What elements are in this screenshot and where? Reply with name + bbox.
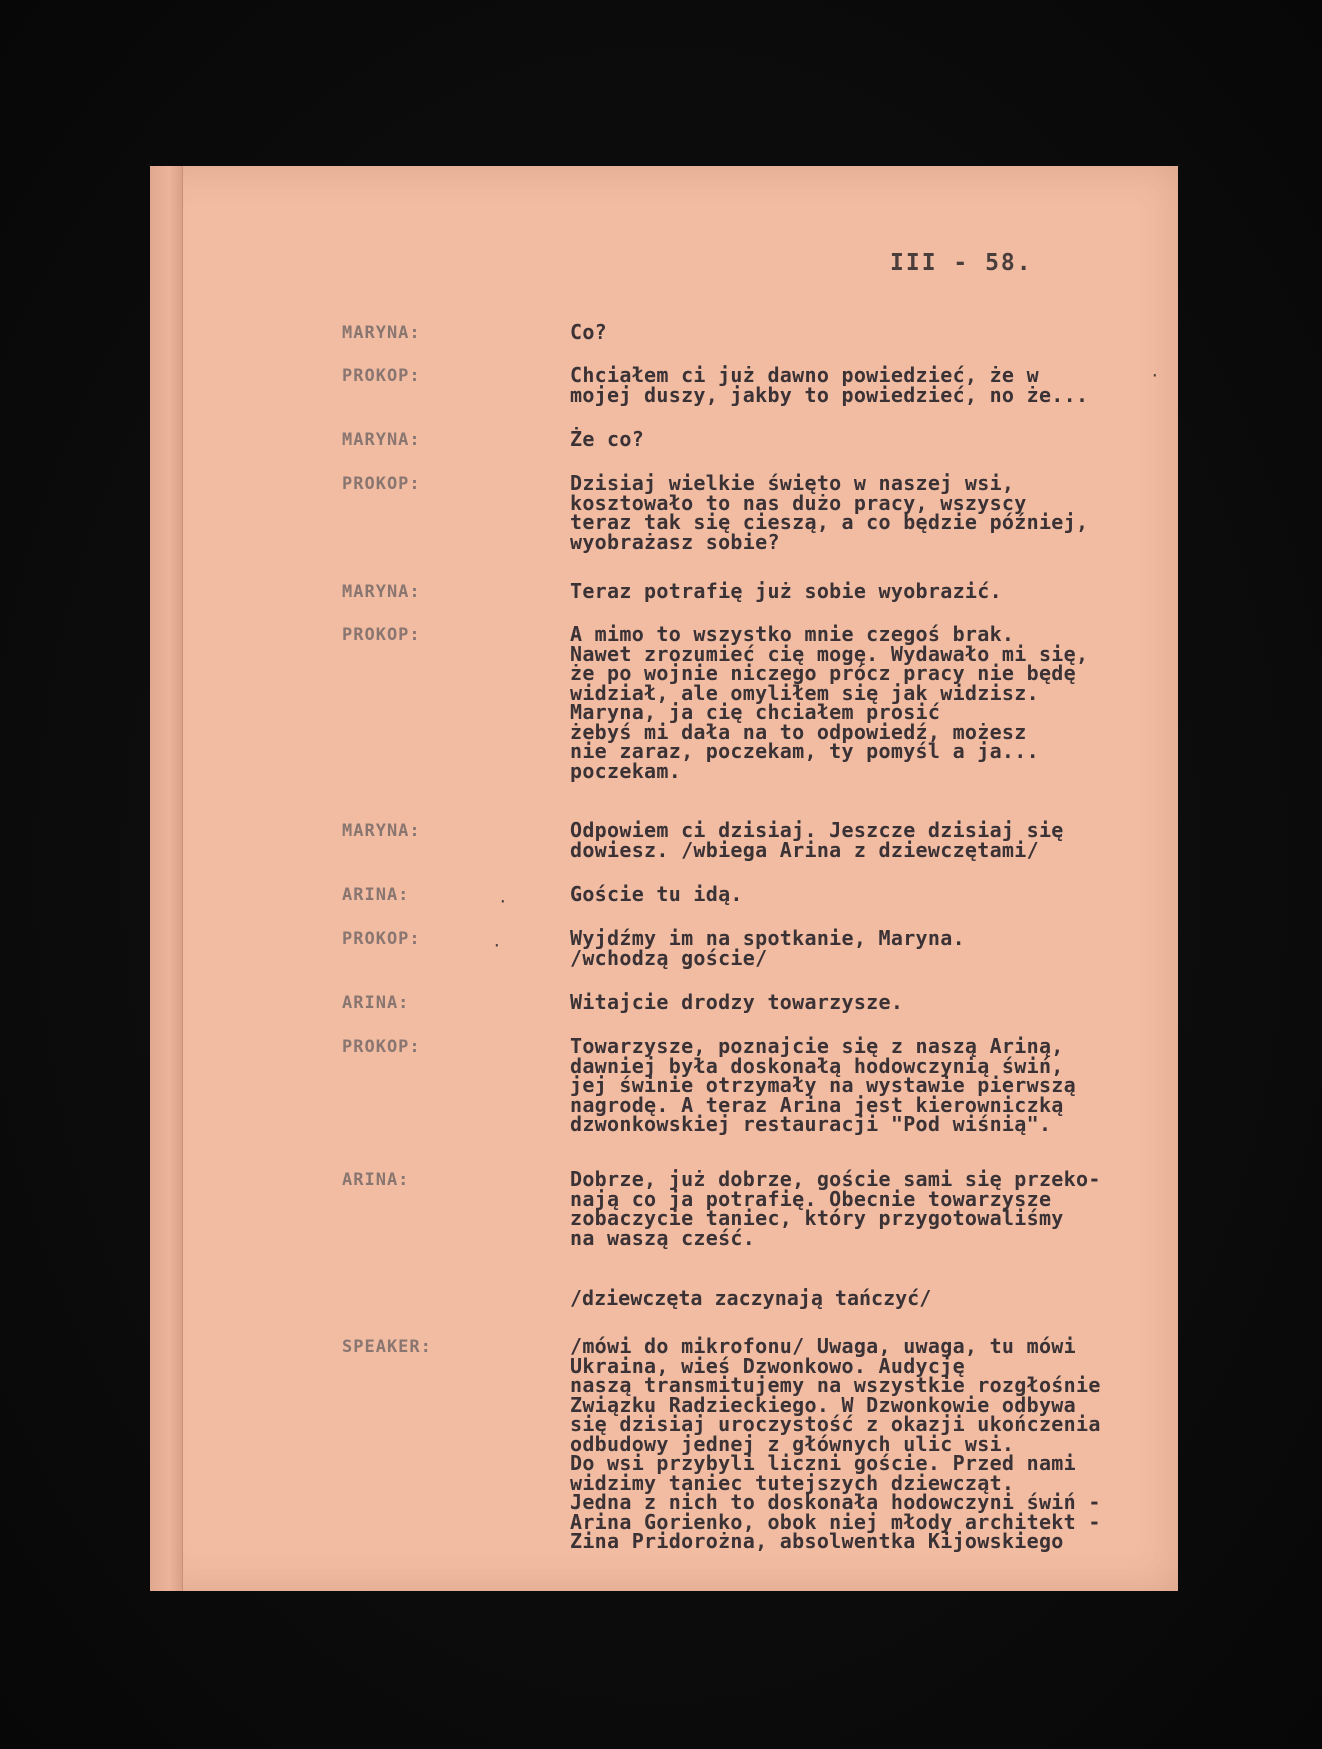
dialogue-text: Co? (570, 320, 608, 344)
speaker-label: ARINA: (342, 993, 410, 1013)
dialogue-text: /mówi do mikrofonu/ Uwaga, uwaga, tu mówi Ukraina, wieś Dzwonkowo. Audycję naszą transmitujemy na wszystkie rozgłośnie Związku Radzieckiego. W Dzwonkowie odbywa się dzisiaj uroczystość z okazji ukończenia odbudowy jednej z głównych ulic wsi. Do wsi przybyli liczni goście. Przed nami widzimy taniec tutejszych dziewcząt. Jedna z nich to doskonała hodowczyni świń - Arina Gorienko, obok niej młody architekt - Zina Pridorożna, absolwentka Kijowskiego (570, 1334, 1101, 1553)
speaker-label: MARYNA: (342, 582, 421, 602)
dialogue-text: Goście tu idą. (570, 882, 743, 906)
speaker-label: PROKOP: (342, 366, 421, 386)
dialogue-text: Witajcie drodzy towarzysze. (570, 990, 904, 1014)
speaker-label: PROKOP: (342, 625, 421, 645)
speaker-label: MARYNA: (342, 430, 421, 450)
dialogue-text: Dzisiaj wielkie święto w naszej wsi, kosztowało to nas dużo pracy, wszyscy teraz tak się cieszą, a co będzie później, wyobrażasz sobie? (570, 471, 1089, 554)
dialogue-text: A mimo to wszystko mnie czegoś brak. Nawet zrozumieć cię mogę. Wydawało mi się, że po wojnie niczego prócz pracy nie będę widział, ale omyliłem się jak widzisz. Maryna, ja cię chciałem prosić żebyś mi dała na to odpowiedź, możesz nie zaraz, poczekam, ty pomyśl a ja... poczekam. (570, 622, 1089, 783)
dialogue-text: Że co? (570, 427, 645, 451)
speaker-label: ARINA: (342, 1170, 410, 1190)
dialogue-text: Teraz potrafię już sobie wyobrazić. (570, 579, 1002, 603)
paper-speck: · (1150, 366, 1160, 385)
speaker-label: MARYNA: (342, 323, 421, 343)
stage-direction: /dziewczęta zaczynają tańczyć/ (570, 1286, 932, 1310)
dialogue-text: Wyjdźmy im na spotkanie, Maryna. /wchodzą goście/ (570, 926, 965, 970)
dialogue-text: Towarzysze, poznajcie się z naszą Ariną, dawniej była doskonałą hodowczynią świń, jej świnie otrzymały na wystawie pierwszą nagrodę. A teraz Arina jest kierowniczką dzwonkowskiej restauracji "Pod wiśnią". (570, 1034, 1076, 1136)
paper-speck: · (498, 892, 508, 911)
dialogue-text: Odpowiem ci dzisiaj. Jeszcze dzisiaj się dowiesz. /wbiega Arina z dziewczętami/ (570, 818, 1064, 862)
speaker-label: SPEAKER: (342, 1337, 432, 1357)
paper-sheet (150, 166, 1178, 1591)
dialogue-text: Chciałem ci już dawno powiedzieć, że w mojej duszy, jakby to powiedzieć, no że... (570, 363, 1089, 407)
speaker-label: PROKOP: (342, 1037, 421, 1057)
paper-speck: · (492, 936, 502, 955)
page-number: III - 58. (890, 250, 1033, 276)
dialogue-text: Dobrze, już dobrze, goście sami się przeko- nają co ja potrafię. Obecnie towarzysze zobaczycie taniec, który przygotowaliśmy na waszą cześć. (570, 1167, 1101, 1250)
speaker-label: ARINA: (342, 885, 410, 905)
speaker-label: PROKOP: (342, 474, 421, 494)
speaker-label: PROKOP: (342, 929, 421, 949)
binding-strip (150, 166, 183, 1591)
speaker-label: MARYNA: (342, 821, 421, 841)
